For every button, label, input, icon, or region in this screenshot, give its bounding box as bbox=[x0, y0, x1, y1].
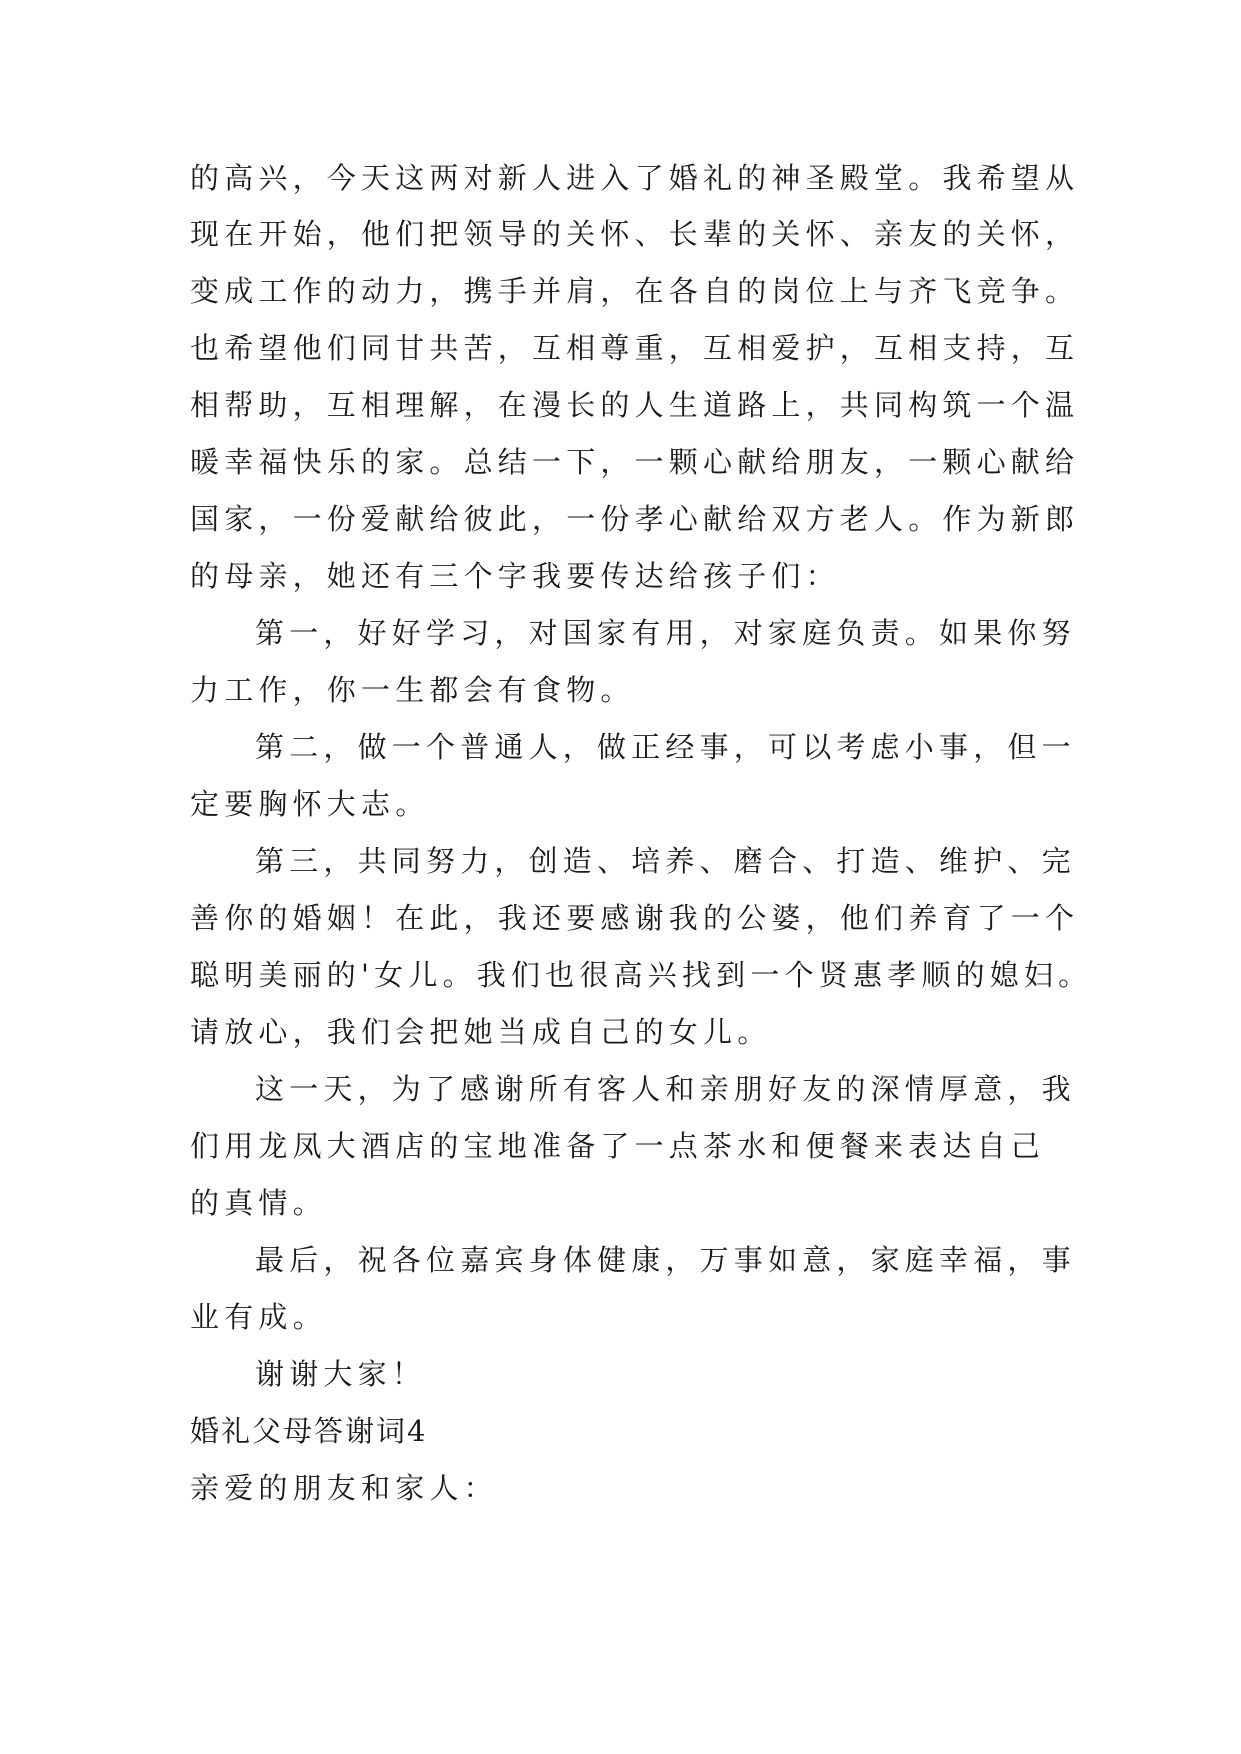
text-line: 定要胸怀大志。 bbox=[190, 787, 430, 821]
salutation: 亲爱的朋友和家人： bbox=[190, 1471, 498, 1505]
section-heading: 婚礼父母答谢词4 bbox=[190, 1414, 428, 1448]
text-line: 的高兴，今天这两对新人进入了婚礼的神圣殿堂。我希望从 bbox=[190, 161, 1080, 195]
text-line: 业有成。 bbox=[190, 1300, 327, 1334]
text-line: 聪明美丽的'女儿。我们也很高兴找到一个贤惠孝顺的媳妇。 bbox=[190, 958, 1093, 992]
paragraph-first-line: 第一，好好学习，对国家有用，对家庭负责。如果你努 bbox=[255, 616, 1076, 650]
paragraph-first-line: 第三，共同努力，创造、培养、磨合、打造、维护、完 bbox=[255, 844, 1076, 878]
paragraph-first-line: 最后，祝各位嘉宾身体健康，万事如意，家庭幸福，事 bbox=[255, 1243, 1076, 1277]
text-line: 请放心，我们会把她当成自己的女儿。 bbox=[190, 1015, 772, 1049]
text-line: 善你的婚姻！在此，我还要感谢我的公婆，他们养育了一个 bbox=[190, 901, 1080, 935]
text-line: 们用龙凤大酒店的宝地准备了一点茶水和便餐来表达自己 bbox=[190, 1129, 1046, 1163]
text-line: 现在开始，他们把领导的关怀、长辈的关怀、亲友的关怀， bbox=[190, 217, 1080, 251]
text-line: 国家，一份爱献给彼此，一份孝心献给双方老人。作为新郎 bbox=[190, 502, 1080, 536]
text-line: 也希望他们同甘共苦，互相尊重，互相爱护，互相支持，互 bbox=[190, 331, 1080, 365]
paragraph-first-line: 第二，做一个普通人，做正经事，可以考虑小事，但一 bbox=[255, 730, 1076, 764]
text-line: 力工作，你一生都会有食物。 bbox=[190, 673, 635, 707]
paragraph-first-line: 这一天，为了感谢所有客人和亲朋好友的深情厚意，我 bbox=[255, 1072, 1076, 1106]
text-line: 的母亲，她还有三个字我要传达给孩子们： bbox=[190, 559, 840, 593]
closing-thanks: 谢谢大家！ bbox=[255, 1357, 427, 1391]
text-line: 的真情。 bbox=[190, 1186, 327, 1220]
text-line: 相帮助，互相理解，在漫长的人生道路上，共同构筑一个温 bbox=[190, 388, 1080, 422]
text-line: 暖幸福快乐的家。总结一下，一颗心献给朋友，一颗心献给 bbox=[190, 445, 1080, 479]
text-line: 变成工作的动力，携手并肩，在各自的岗位上与齐飞竞争。 bbox=[190, 274, 1080, 308]
